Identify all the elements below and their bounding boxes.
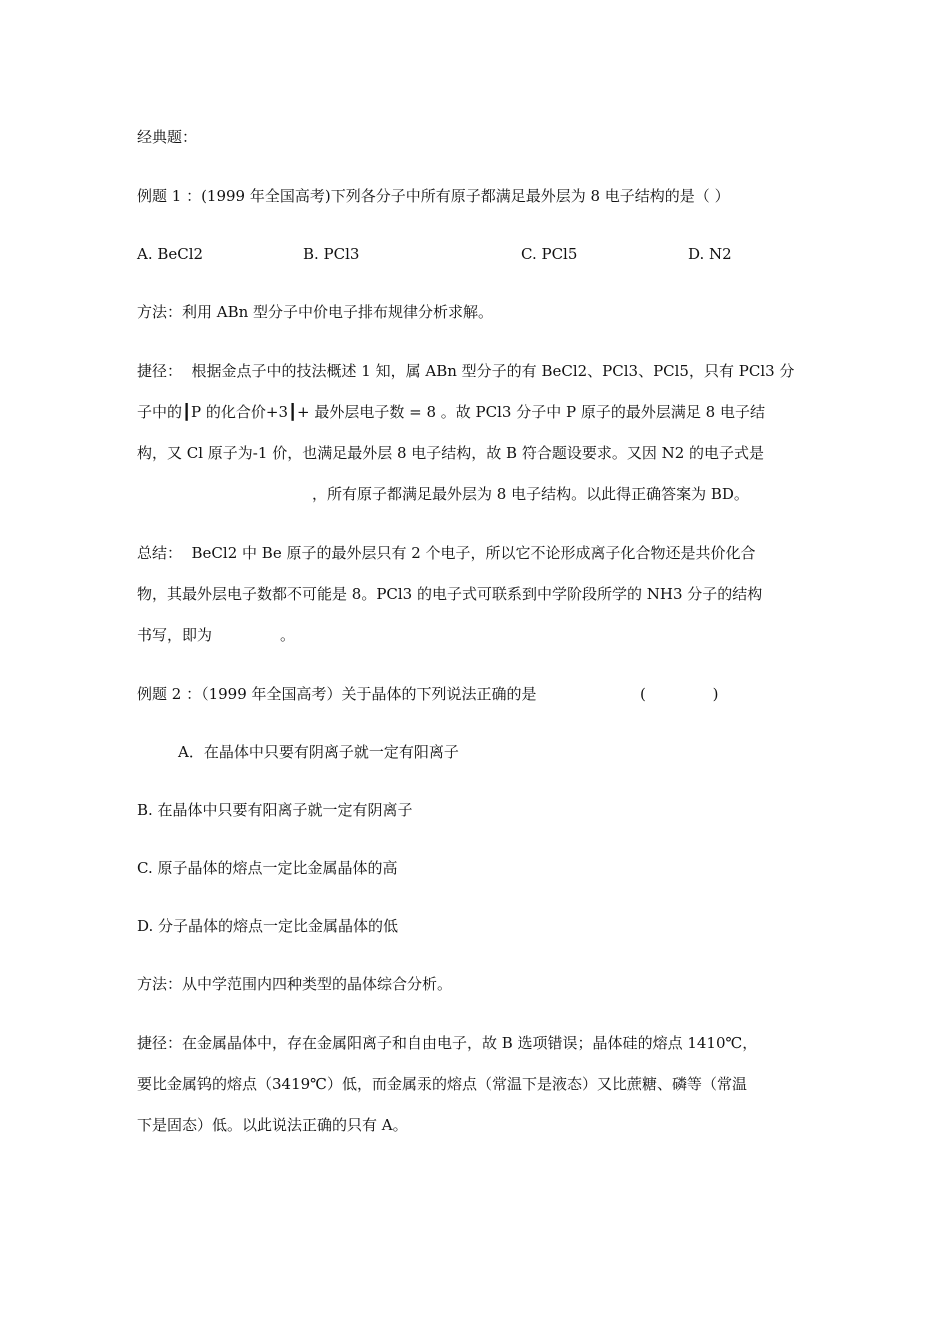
example2-option-a: A．在晶体中只要有阴离子就一定有阳离子: [178, 743, 459, 761]
example2-shortcut-line: 下是固态）低。以此说法正确的只有 A。: [137, 1116, 408, 1134]
example1-option-b: B. PCl3: [303, 245, 360, 263]
example1-question: 例题 1 ：(1999 年全国高考)下列各分子中所有原子都满足最外层为 8 电子结构的是（ ）: [137, 187, 730, 205]
example2-answer-paren: ( ): [640, 685, 719, 703]
example2-method: 方法：从中学范围内四种类型的晶体综合分析。: [137, 975, 453, 993]
example1-shortcut-line: 构，又 Cl 原子为-1 价，也满足最外层 8 电子结构，故 B 符合题设要求。又因 N2 的电子式是: [137, 444, 765, 462]
example1-option-a: A. BeCl2: [137, 245, 204, 263]
example2-option-c: C. 原子晶体的熔点一定比金属晶体的高: [137, 859, 398, 877]
example2-question: 例题 2 ：（1999 年全国高考）关于晶体的下列说法正确的是: [137, 685, 537, 703]
example2-shortcut-line: 要比金属钨的熔点（3419℃）低，而金属汞的熔点（常温下是液态）又比蔗糖、磷等（常温: [137, 1075, 747, 1093]
example1-summary-line: 书写，即为: [137, 626, 213, 644]
section-heading: 经典题：: [137, 128, 198, 146]
example1-shortcut-line: 子中的┃P 的化合价+3┃+ 最外层电子数 = 8 。故 PCl3 分子中 P 原子的最外层满足 8 电子结: [137, 403, 765, 421]
example1-summary-end: 。: [280, 626, 296, 644]
example1-shortcut-line: ，所有原子都满足最外层为 8 电子结构。以此得正确答案为 BD。: [312, 485, 749, 503]
example2-option-d: D. 分子晶体的熔点一定比金属晶体的低: [137, 917, 399, 935]
example2-option-b: B. 在晶体中只要有阳离子就一定有阴离子: [137, 801, 413, 819]
example2-shortcut-line: 捷径：在金属晶体中，存在金属阳离子和自由电子，故 B 选项错误；晶体硅的熔点 1410℃，: [137, 1034, 758, 1052]
example1-option-c: C. PCl5: [521, 245, 578, 263]
example1-method: 方法：利用 ABn 型分子中价电子排布规律分析求解。: [137, 303, 494, 321]
example1-summary-line: 物，其最外层电子数都不可能是 8。PCl3 的电子式可联系到中学阶段所学的 NH3 分子的结构: [137, 585, 763, 603]
example1-shortcut-line: 捷径： 根据金点子中的技法概述 1 知，属 ABn 型分子的有 BeCl2、PCl3、PCl5，只有 PCl3 分: [137, 362, 795, 380]
example1-summary-line: 总结： BeCl2 中 Be 原子的最外层只有 2 个电子，所以它不论形成离子化合物还是共价化合: [137, 544, 756, 562]
example1-option-d: D. N2: [688, 245, 732, 263]
